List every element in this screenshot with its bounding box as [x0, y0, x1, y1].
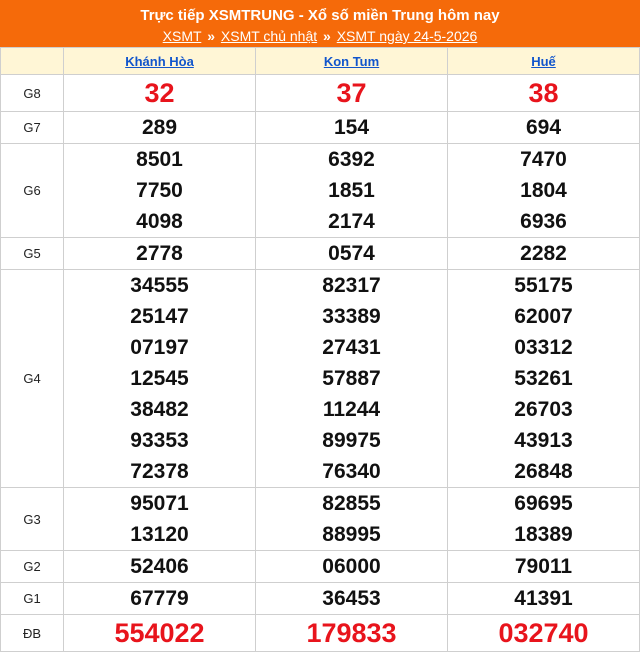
prize-number: 6392 — [328, 148, 375, 171]
results-header — [0, 0, 640, 47]
page-title: Trực tiếp XSMTRUNG - Xổ số miền Trung hôm nay — [140, 7, 500, 24]
prize-number: 43913 — [514, 429, 573, 452]
prize-label: G5 — [1, 238, 64, 270]
prize-number: 88995 — [322, 523, 381, 546]
prize-row — [1, 583, 640, 615]
prize-number: 32 — [144, 78, 175, 108]
prize-label: G2 — [1, 551, 64, 583]
prize-number: 2174 — [328, 210, 375, 233]
province-header-row — [1, 48, 640, 75]
province-link-kon-tum[interactable]: Kon Tum — [323, 53, 380, 69]
prize-number: 11244 — [322, 398, 381, 421]
prize-number: 06000 — [322, 555, 381, 578]
prize-cell — [64, 144, 256, 238]
prize-cell — [64, 75, 256, 112]
prize-row — [1, 551, 640, 583]
province-header — [64, 48, 256, 75]
prize-number: 2778 — [136, 242, 183, 265]
prize-number: 1804 — [520, 179, 567, 202]
breadcrumb — [0, 27, 640, 45]
prize-number: 18389 — [514, 523, 573, 546]
prize-cell — [64, 583, 256, 615]
prize-number: 0574 — [328, 242, 375, 265]
prize-cell — [448, 583, 640, 615]
breadcrumb-link-xsmt[interactable]: XSMT — [162, 28, 202, 44]
prize-number: 13120 — [130, 523, 189, 546]
prize-number: 4098 — [136, 210, 183, 233]
prize-row — [1, 488, 640, 551]
prize-cell — [256, 112, 448, 144]
prize-number: 032740 — [498, 618, 589, 648]
prize-label: G4 — [1, 270, 64, 488]
prize-cell — [64, 488, 256, 551]
prize-number: 37 — [336, 78, 367, 108]
prize-number: 82855 — [322, 492, 381, 515]
prize-number: 179833 — [306, 618, 397, 648]
prize-cell — [64, 270, 256, 488]
prize-row — [1, 112, 640, 144]
prize-number: 38 — [528, 78, 559, 108]
prize-number: 55175 — [514, 274, 573, 297]
prize-number: 7470 — [520, 148, 567, 171]
breadcrumb-separator: » — [323, 28, 331, 44]
prize-cell — [64, 551, 256, 583]
prize-number: 6936 — [520, 210, 567, 233]
province-header — [448, 48, 640, 75]
prize-cell — [448, 112, 640, 144]
prize-cell — [256, 75, 448, 112]
prize-number: 12545 — [130, 367, 189, 390]
prize-cell — [256, 615, 448, 652]
prize-number: 7750 — [136, 179, 183, 202]
prize-number: 154 — [333, 116, 370, 139]
prize-number: 79011 — [514, 555, 573, 578]
prize-number: 554022 — [114, 618, 205, 648]
prize-cell — [448, 144, 640, 238]
breadcrumb-link-xsmt-weekday[interactable]: XSMT chủ nhật — [220, 28, 318, 44]
prize-cell — [448, 238, 640, 270]
prize-cell — [256, 551, 448, 583]
prize-number: 1851 — [328, 179, 375, 202]
prize-cell — [256, 583, 448, 615]
prize-cell — [256, 144, 448, 238]
prize-cell — [448, 488, 640, 551]
prize-number: 289 — [141, 116, 178, 139]
prize-rows — [1, 75, 640, 652]
prize-row — [1, 615, 640, 652]
prize-number: 27431 — [322, 336, 381, 359]
prize-row — [1, 144, 640, 238]
prize-row — [1, 238, 640, 270]
prize-label: ĐB — [1, 615, 64, 652]
prize-cell — [448, 75, 640, 112]
prize-label: G8 — [1, 75, 64, 112]
prize-cell — [64, 112, 256, 144]
province-link-hue[interactable]: Huế — [531, 53, 556, 69]
prize-number: 25147 — [130, 305, 189, 328]
prize-label: G6 — [1, 144, 64, 238]
prize-label: G1 — [1, 583, 64, 615]
province-header — [256, 48, 448, 75]
prize-number: 8501 — [136, 148, 183, 171]
prize-number: 89975 — [322, 429, 381, 452]
corner-cell — [1, 48, 64, 75]
results-table — [0, 47, 640, 652]
prize-number: 26848 — [514, 460, 573, 483]
prize-number: 72378 — [130, 460, 189, 483]
prize-number: 34555 — [130, 274, 189, 297]
prize-label: G3 — [1, 488, 64, 551]
prize-cell — [256, 488, 448, 551]
prize-number: 62007 — [514, 305, 573, 328]
prize-number: 69695 — [514, 492, 573, 515]
prize-cell — [256, 270, 448, 488]
prize-cell — [64, 615, 256, 652]
prize-cell — [448, 551, 640, 583]
prize-cell — [448, 270, 640, 488]
prize-row — [1, 270, 640, 488]
prize-number: 95071 — [130, 492, 189, 515]
prize-number: 53261 — [514, 367, 573, 390]
prize-number: 93353 — [130, 429, 189, 452]
breadcrumb-link-xsmt-date[interactable]: XSMT ngày 24-5-2026 — [336, 28, 478, 44]
prize-number: 03312 — [514, 336, 573, 359]
prize-number: 26703 — [514, 398, 573, 421]
breadcrumb-separator: » — [207, 28, 215, 44]
prize-number: 694 — [525, 116, 562, 139]
province-link-khanh-hoa[interactable]: Khánh Hòa — [125, 53, 194, 69]
prize-number: 2282 — [520, 242, 567, 265]
prize-number: 76340 — [322, 460, 381, 483]
prize-number: 36453 — [322, 587, 381, 610]
prize-cell — [256, 238, 448, 270]
prize-number: 82317 — [322, 274, 381, 297]
prize-label: G7 — [1, 112, 64, 144]
prize-number: 57887 — [322, 367, 381, 390]
prize-number: 33389 — [322, 305, 381, 328]
prize-row — [1, 75, 640, 112]
prize-number: 52406 — [130, 555, 189, 578]
prize-cell — [64, 238, 256, 270]
prize-number: 38482 — [130, 398, 189, 421]
prize-number: 07197 — [130, 336, 189, 359]
prize-number: 67779 — [130, 587, 189, 610]
prize-cell — [448, 615, 640, 652]
prize-number: 41391 — [514, 587, 573, 610]
